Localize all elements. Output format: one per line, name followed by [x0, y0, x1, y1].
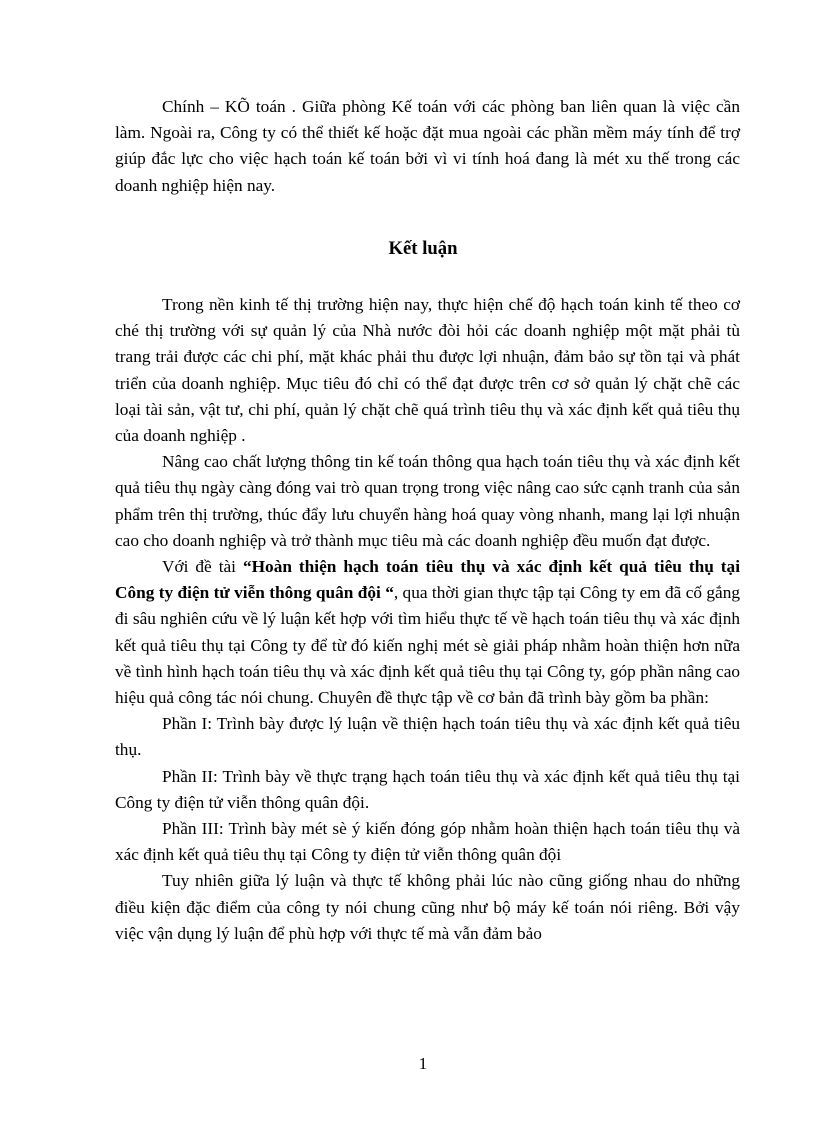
paragraph-3-rest: , qua thời gian thực tập tại Công ty em đã cố gắng đi sâu nghiên cứu về lý luận kết hợp với tìm hiểu thực tế về hạch toán tiêu thụ và xác định kết quả tiêu thụ tại Công ty để từ đó kiến nghị mét sè giải pháp nhằm hoàn thiện hơn nữa về tình hình hạch toán tiêu thụ và xác định kết quả tiêu thụ tại Công ty, góp phần nâng cao hiệu quả công tác nói chung. Chuyên đề thực tập về cơ bản đã trình bày gồm ba phần:: [115, 583, 740, 708]
paragraph-4: Tuy nhiên giữa lý luận và thực tế không phải lúc nào cũng giống nhau do những điều kiện đặc điểm của công ty nói chung cũng như bộ máy kế toán nói riêng. Bởi vậy việc vận dụng lý luận để phù hợp với thực tế mà vẫn đảm bảo: [115, 871, 740, 943]
page-number: 1: [418, 1054, 428, 1073]
main-text-block: [115, 292, 740, 947]
part-2-item: Phần II: Trình bày về thực trạng hạch toán tiêu thụ và xác định kết quả tiêu thụ tại Công ty điện tử viễn thông quân đội.: [115, 766, 740, 812]
section-heading: Kết luận: [388, 238, 458, 259]
intro-paragraph: Chính – KÕ toán . Giữa phòng Kế toán với các phòng ban liên quan là việc cần làm. Ngoài ra, Công ty có thể thiết kế hoặc đặt mua ngoài các phần mềm máy tính để trợ giúp đắc lực cho việc hạch toán kế toán bởi vì vi tính hoá đang là mét xu thế trong các doanh nghiệp hiện nay.: [115, 97, 740, 195]
part-1-item: Phần I: Trình bày được lý luận về thiện hạch toán tiêu thụ và xác định kết quả tiêu thụ.: [115, 714, 740, 760]
thesis-title: “Hoàn thiện hạch toán tiêu thụ và xác định kết quả tiêu thụ tại Công ty điện tử viễn thông quân đội “: [115, 557, 740, 603]
part-3-item: Phần III: Trình bày mét sè ý kiến đóng góp nhằm hoàn thiện hạch toán tiêu thụ và xác định kết quả tiêu thụ tại Công ty điện tử viễn thông quân đội: [115, 819, 740, 865]
intro-text-block: [115, 94, 740, 199]
paragraph-2: Nâng cao chất lượng thông tin kế toán thông qua hạch toán tiêu thụ và xác định kết quả tiêu thụ ngày càng đóng vai trò quan trọng trong việc nâng cao sức cạnh tranh của sản phẩm trên thị trường, thúc đẩy lưu chuyển hàng hoá quay vòng nhanh, mang lại lợi nhuận cao cho doanh nghiệp và trở thành mục tiêu mà các doanh nghiệp đều muốn đạt được.: [115, 452, 740, 550]
paragraph-3-prefix: Với đề tài: [162, 557, 243, 577]
paragraph-1: Trong nền kinh tế thị trường hiện nay, thực hiện chế độ hạch toán kinh tế theo cơ ché thị trường với sự quản lý của Nhà nước đòi hỏi các doanh nghiệp một mặt phải tù trang trải được các chi phí, mặt khác phải thu được lợi nhuận, đảm bảo sự tồn tại và phát triển của doanh nghiệp. Mục tiêu đó chỉ có thể đạt được trên cơ sở quản lý chặt chẽ các loại tài sản, vật tư, chi phí, quản lý chặt chẽ quá trình tiêu thụ và xác định kết quả tiêu thụ của doanh nghiệp .: [115, 295, 740, 446]
paragraph-3: [115, 554, 740, 711]
